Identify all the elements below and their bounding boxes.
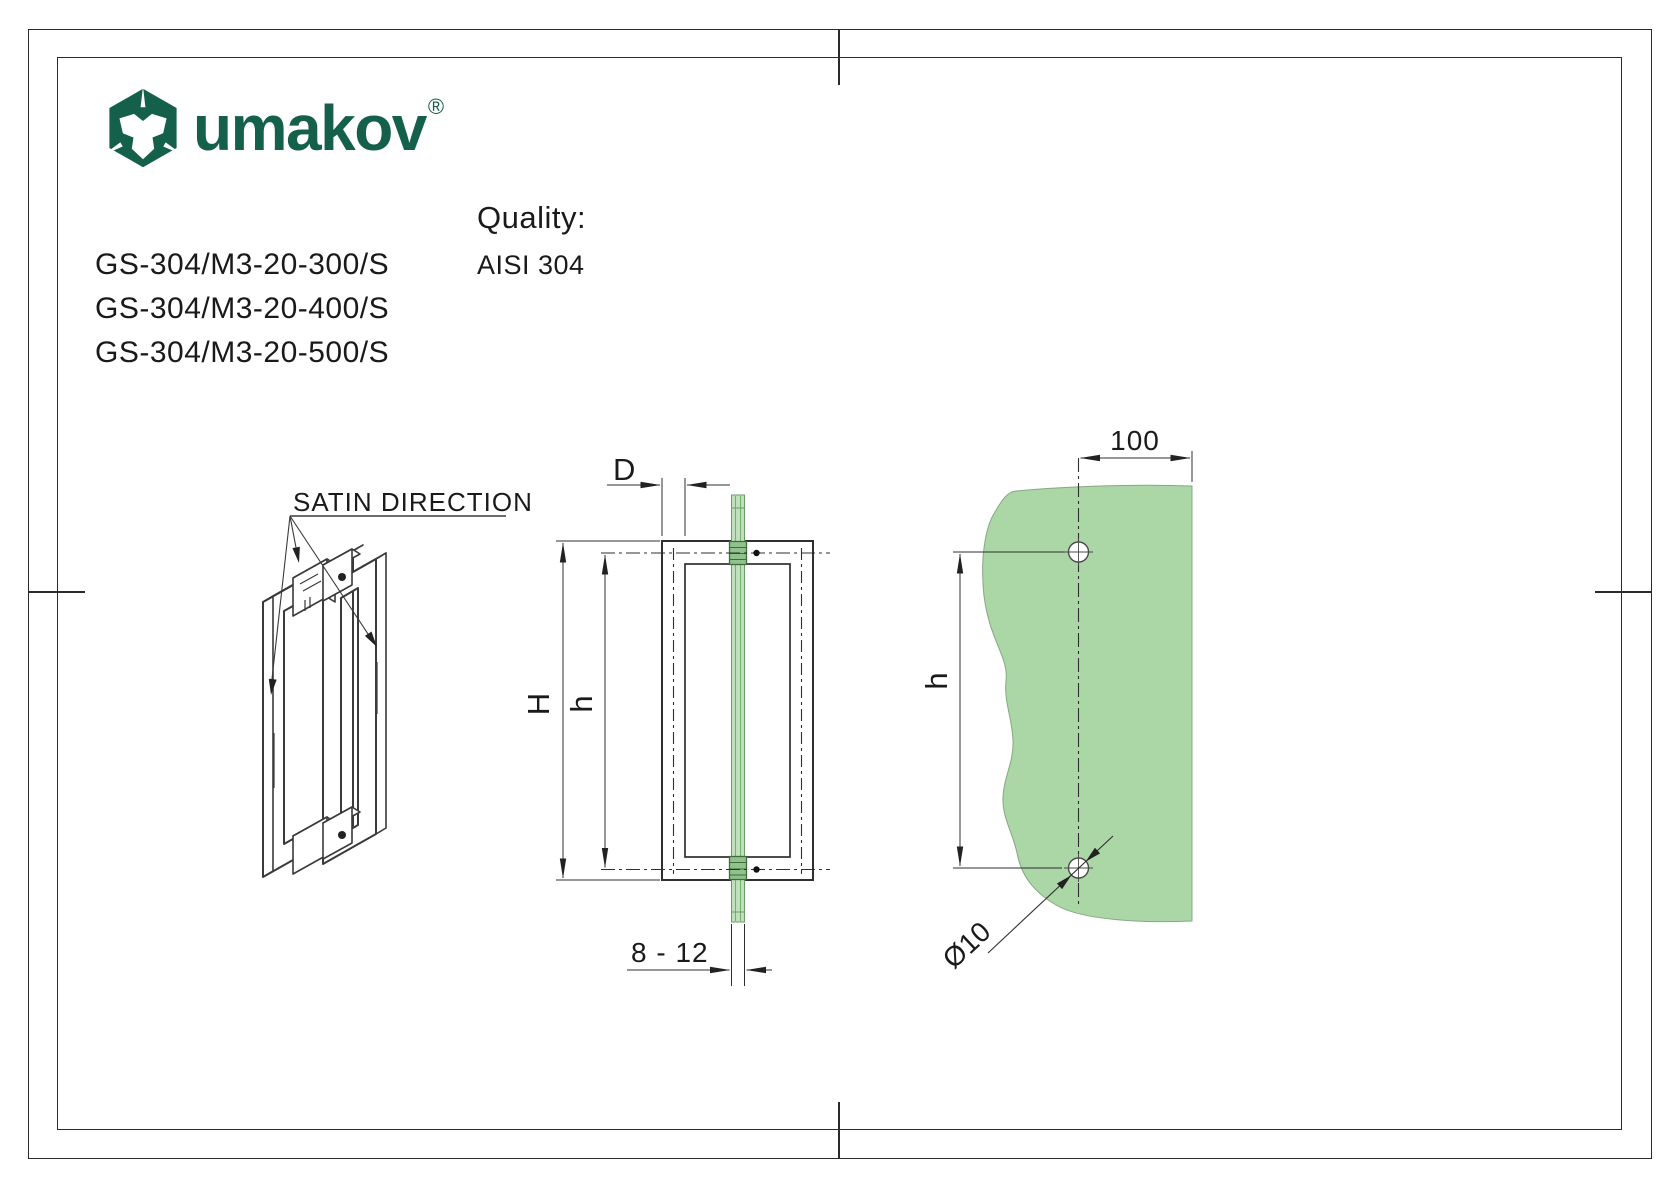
dim-h-label: h <box>564 695 599 713</box>
brand-wordmark: umakov <box>193 92 426 164</box>
mount-view <box>919 425 1192 974</box>
dim-hole-diameter-label: Ø10 <box>936 915 997 975</box>
side-view <box>521 452 830 986</box>
dim-glass-thickness-label: 8 - 12 <box>631 937 709 968</box>
quality-label: Quality: <box>477 200 587 235</box>
set-screw-dot <box>753 550 759 556</box>
product-code: GS-304/M3-20-400/S <box>95 292 390 325</box>
glass-strip <box>730 495 747 922</box>
dim-H-label: H <box>521 692 556 716</box>
quality-value: AISI 304 <box>477 250 585 280</box>
isometric-view <box>263 487 533 877</box>
screw-hole-dot <box>338 573 346 581</box>
dim-100-label: 100 <box>1110 425 1160 456</box>
product-code: GS-304/M3-20-300/S <box>95 248 390 281</box>
glass-clamp-bottom <box>730 857 747 880</box>
product-code: GS-304/M3-20-500/S <box>95 336 390 369</box>
satin-direction-label: SATIN DIRECTION <box>293 487 533 517</box>
registered-trademark-icon: ® <box>427 94 445 119</box>
dim-D-label: D <box>613 452 636 487</box>
screw-hole-dot <box>338 831 346 839</box>
set-screw-dot <box>753 866 759 872</box>
dim-mount-h-label: h <box>919 672 954 690</box>
